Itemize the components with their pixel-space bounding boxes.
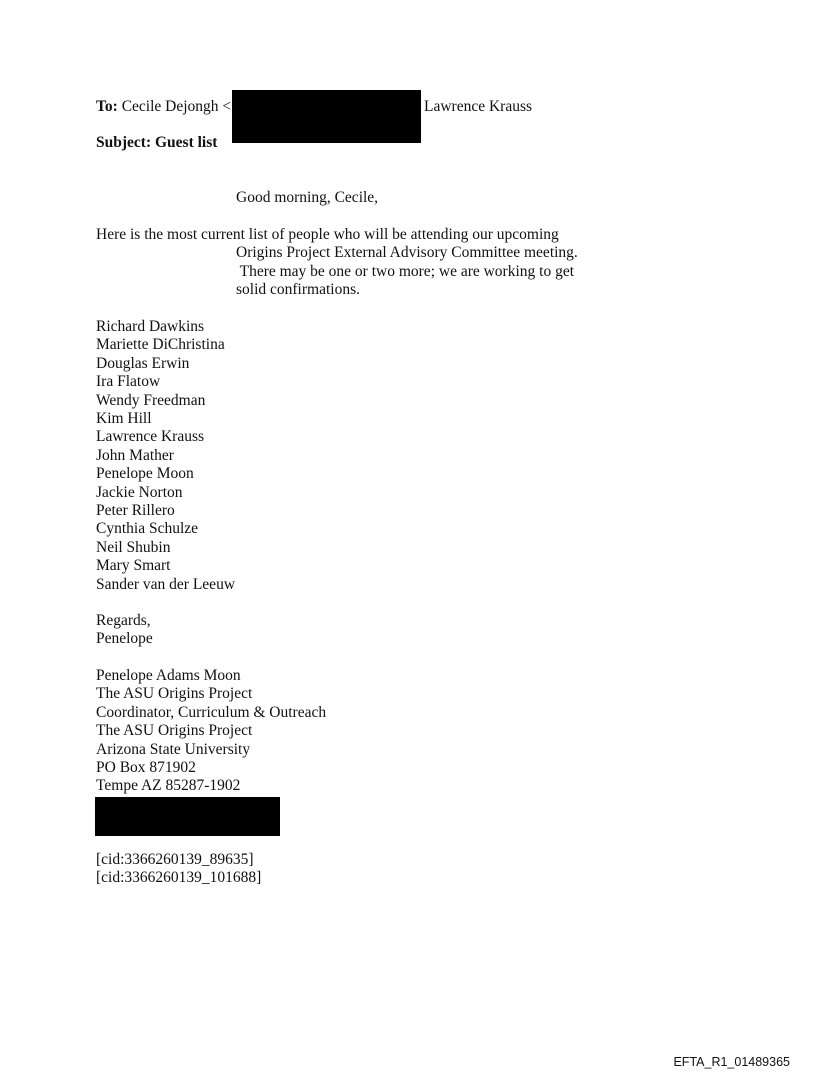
greeting: Good morning, Cecile, [236,189,379,206]
bates-number: EFTA_R1_01489365 [673,1055,790,1069]
signature-line: Coordinator, Curriculum & Outreach [96,703,327,721]
guest-name: Penelope Moon [96,465,194,483]
closing-line: Penelope [96,630,153,648]
guest-name: Mary Smart [96,557,171,575]
guest-name: Ira Flatow [96,373,161,391]
guest-name: Wendy Freedman [96,391,206,409]
attachment-ref: [cid:3366260139_101688] [96,869,262,887]
signature-line: The ASU Origins Project [96,685,253,703]
guest-name: Jackie Norton [96,483,183,501]
guest-name: Richard Dawkins [96,318,205,335]
signature-block [96,667,326,796]
redaction-box [95,797,280,836]
closing-line: Regards, [96,612,151,629]
subject-value: Guest list [154,134,218,151]
guest-name: Cynthia Schulze [96,520,199,538]
signature-line: Arizona State University [96,740,251,758]
to-label: To: [96,98,118,115]
guest-name: Douglas Erwin [96,354,190,372]
subject-label: Subject: [96,134,152,151]
guest-name: Kim Hill [96,410,152,428]
guest-name: Neil Shubin [96,538,171,556]
attachment-list [96,851,261,888]
paragraph-line: Origins Project External Advisory Committee meeting. [236,244,578,261]
redaction-box [232,90,421,143]
paragraph-line: solid confirmations. [236,281,360,298]
closing [96,612,153,649]
guest-name: Lawrence Krauss [96,428,205,446]
guest-list [96,318,235,594]
paragraph-line: Here is the most current list of people who will be attending our upcoming [96,226,559,243]
subject-line [96,134,217,152]
to-recipient: Cecile Dejongh < [121,98,232,115]
guest-name: Sander van der Leeuw [96,575,236,593]
guest-name: Peter Rillero [96,502,175,520]
signature-line: Penelope Adams Moon [96,667,241,684]
signature-line: PO Box 871902 [96,759,196,777]
guest-name: John Mather [96,446,174,464]
guest-name: Mariette DiChristina [96,336,225,354]
signature-line: Tempe AZ 85287-1902 [96,777,241,795]
to-cc: Lawrence Krauss [424,98,533,115]
signature-line: The ASU Origins Project [96,722,253,740]
paragraph-line: There may be one or two more; we are working to get [236,263,575,280]
to-line [96,98,231,116]
attachment-ref: [cid:3366260139_89635] [96,851,254,868]
